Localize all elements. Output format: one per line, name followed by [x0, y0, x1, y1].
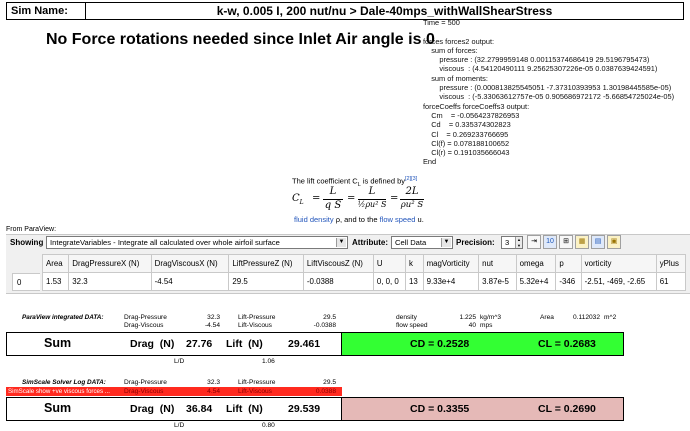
- column-header[interactable]: p: [556, 255, 581, 273]
- ss-drag-pressure-value: 32.3: [207, 379, 220, 386]
- table-cell[interactable]: -0.0388: [303, 273, 373, 291]
- ss-ld-label: L/D: [174, 422, 185, 429]
- toggle-fixed-notation-button[interactable]: ⇥: [527, 235, 541, 249]
- pv-lift-unit: (N): [248, 338, 263, 350]
- ss-drag-viscous-label: Drag-Viscous: [124, 388, 164, 395]
- column-header[interactable]: DragViscousX (N): [151, 255, 229, 273]
- table-cell[interactable]: 1.53: [43, 273, 69, 291]
- fluid-density-link[interactable]: fluid density: [294, 215, 334, 224]
- chevron-down-icon[interactable]: ▼: [441, 238, 451, 247]
- table-cell[interactable]: 5.32e+4: [516, 273, 556, 291]
- pv-drag-viscous-value: -4.54: [204, 322, 220, 329]
- density-unit: kg/m^3: [480, 314, 502, 321]
- pv-lift-viscous-label: Lift-Viscous: [238, 322, 272, 329]
- column-header[interactable]: Area: [43, 255, 69, 273]
- table-cell[interactable]: -346: [556, 273, 581, 291]
- showing-select[interactable]: [46, 236, 348, 249]
- area-label: Area: [540, 314, 554, 321]
- column-header[interactable]: magVorticity: [423, 255, 479, 273]
- pv-lift-pressure-value: 29.5: [323, 314, 336, 321]
- toggle-cell-connectivity-button[interactable]: ▦: [575, 235, 589, 249]
- table-cell[interactable]: 0, 0, 0: [373, 273, 405, 291]
- pv-ld-label: L/D: [174, 358, 185, 365]
- lift-intro-tail: is defined by: [360, 176, 405, 186]
- flow-speed-link[interactable]: flow speed: [379, 215, 416, 224]
- precision-label: Precision:: [456, 238, 495, 247]
- table-row[interactable]: [43, 273, 686, 291]
- column-header[interactable]: omega: [516, 255, 556, 273]
- table-cell[interactable]: 32.3: [69, 273, 151, 291]
- flow-speed-unit: mps: [480, 322, 493, 329]
- showing-select-value: IntegrateVariables - Integrate all calculated over whole airfoil surface: [50, 238, 280, 247]
- showing-label: Showing: [10, 238, 44, 247]
- area-unit: m^2: [604, 314, 617, 321]
- table-cell[interactable]: -4.54: [151, 273, 229, 291]
- lift-outro-tail: u.: [415, 215, 424, 224]
- ss-lift-unit: (N): [248, 403, 263, 415]
- column-header[interactable]: LiftPressureZ (N): [229, 255, 304, 273]
- ss-summary-title: SimScale Solver Log DATA:: [22, 379, 106, 386]
- formula-d3: ρu² S: [400, 200, 424, 210]
- precision-spinbox[interactable]: [501, 236, 523, 249]
- formula-lhs-symbol: C: [292, 193, 300, 204]
- pv-drag-viscous-label: Drag-Viscous: [124, 322, 164, 329]
- ss-cd-value: CD = 0.3355: [410, 403, 470, 415]
- chevron-down-icon[interactable]: ▼: [336, 238, 346, 247]
- sim-name-value: k-w, 0.005 I, 200 nut/nu > Dale-40mps_withWallShearStress: [86, 2, 684, 20]
- ss-ld-value: 0.80: [262, 422, 275, 429]
- row-index: 0: [12, 273, 40, 291]
- solver-log: Time = 500 forces forces2 output: sum of forces: pressure : (32.2799959148 0.00115374686419 29.5196795473) viscous : (4.54120490111 9.25625307226e-05 0.0387639424591) sum of moments: pressure : (0.000813825545051 -7.37310393953 1.30198445585e-05) viscous : (-5.33063612757e-05 0.905686972172 -5.66854725024e-05) forceCoeffs forceCoeffs3 output: Cm = -0.0564237826953 Cd = 0.335374302823 Cl = 0.269233766695 Cl(f) = 0.078188100652 Cl(r) = 0.191035666043 End: [423, 18, 675, 167]
- pv-drag-value: 27.76: [186, 338, 213, 350]
- flow-speed-value: 40: [468, 322, 476, 329]
- ss-lift-viscous-value: 0.0388: [315, 388, 336, 395]
- scientific-notation-button[interactable]: 10: [543, 235, 557, 249]
- from-paraview-label: From ParaView:: [6, 226, 57, 233]
- pv-lift-label: [226, 338, 263, 350]
- ss-drag-label-text: Drag: [130, 403, 154, 415]
- formula-n2: L: [368, 186, 376, 197]
- lift-coefficient-outro: [294, 215, 424, 224]
- sim-name-label: Sim Name:: [6, 2, 86, 20]
- pv-drag-label: [130, 338, 174, 350]
- column-header[interactable]: k: [406, 255, 424, 273]
- table-cell[interactable]: 13: [406, 273, 424, 291]
- ss-lift-viscous-label: Lift-Viscous: [238, 388, 272, 395]
- formula-n1: L: [329, 186, 337, 197]
- ss-lift-value: 29.539: [288, 403, 321, 415]
- pv-drag-pressure-label: Drag-Pressure: [124, 314, 167, 321]
- table-cell[interactable]: 61: [656, 273, 685, 291]
- lift-outro-mid: ρ, and to the: [333, 215, 380, 224]
- ss-drag-value: 36.84: [186, 403, 213, 415]
- formula-lhs: [292, 193, 304, 206]
- pv-ld-value: 1.06: [262, 358, 275, 365]
- table-cell[interactable]: 29.5: [229, 273, 304, 291]
- attribute-select[interactable]: [391, 236, 453, 249]
- column-header[interactable]: vorticity: [581, 255, 656, 273]
- attribute-label: Attribute:: [352, 238, 388, 247]
- ss-lift-label-text: Lift: [226, 403, 243, 415]
- column-header[interactable]: yPlus: [656, 255, 685, 273]
- table-cell[interactable]: 3.87e-5: [479, 273, 517, 291]
- lift-intro-text: The lift coefficient C: [292, 176, 358, 186]
- table-cell[interactable]: 9.33e+4: [423, 273, 479, 291]
- pv-summary-title: ParaView integrated DATA:: [22, 314, 104, 321]
- ss-drag-label: [130, 403, 174, 415]
- spinner-arrows-icon[interactable]: ▲ ▼: [515, 237, 522, 248]
- ss-drag-unit: (N): [159, 403, 175, 415]
- paraview-data-table: [42, 254, 686, 291]
- headline: No Force rotations needed since Inlet Air angle is 0: [46, 31, 435, 48]
- lift-intro-sub: L: [357, 182, 361, 188]
- formula-d2: ½ρu² S: [357, 200, 387, 209]
- pv-lift-value: 29.461: [288, 338, 321, 350]
- ss-cl-value: CL = 0.2690: [538, 403, 596, 415]
- density-value: 1.225: [459, 314, 476, 321]
- pv-lift-pressure-label: Lift-Pressure: [238, 314, 276, 321]
- column-header[interactable]: U: [373, 255, 405, 273]
- density-label: density: [396, 314, 417, 321]
- ss-lift-pressure-value: 29.5: [323, 379, 336, 386]
- pv-sum-label: Sum: [44, 336, 72, 350]
- pv-drag-label-text: Drag: [130, 338, 154, 350]
- formula-lhs-sub: L: [299, 199, 304, 206]
- pv-lift-viscous-value: -0.0388: [313, 322, 336, 329]
- table-cell[interactable]: -2.51, -469, -2.65: [581, 273, 656, 291]
- show-only-selected-button[interactable]: ▤: [591, 235, 605, 249]
- export-spreadsheet-button[interactable]: ▣: [607, 235, 621, 249]
- ss-drag-viscous-value: 4.54: [207, 388, 220, 395]
- ss-drag-pressure-label: Drag-Pressure: [124, 379, 167, 386]
- column-header[interactable]: LiftViscousZ (N): [303, 255, 373, 273]
- formula-d1: q S: [324, 200, 342, 211]
- toggle-column-visibility-button[interactable]: ⊞: [559, 235, 573, 249]
- formula-eq-2: =: [347, 193, 356, 204]
- pv-drag-pressure-value: 32.3: [207, 314, 220, 321]
- attribute-select-value: Cell Data: [395, 238, 427, 247]
- column-header[interactable]: nut: [479, 255, 517, 273]
- pv-drag-unit: (N): [159, 338, 175, 350]
- ss-lift-label: [226, 403, 263, 415]
- precision-value: 3: [505, 238, 510, 247]
- lift-references-link[interactable]: [2][3]: [405, 176, 418, 182]
- flow-speed-label: flow speed: [396, 322, 428, 329]
- table-header-row: [43, 255, 686, 273]
- pv-cd-value: CD = 0.2528: [410, 338, 470, 350]
- pv-lift-label-text: Lift: [226, 338, 243, 350]
- formula-n3: 2L: [405, 186, 419, 197]
- formula-eq-1: =: [312, 193, 321, 204]
- ss-red-note: SimScale show +ve viscous forces ...: [8, 388, 110, 395]
- column-header[interactable]: DragPressureX (N): [69, 255, 151, 273]
- formula-eq-3: =: [390, 193, 399, 204]
- area-value: 0.112032: [572, 314, 600, 321]
- pv-cl-value: CL = 0.2683: [538, 338, 596, 350]
- ss-lift-pressure-label: Lift-Pressure: [238, 379, 276, 386]
- lift-formula: [274, 186, 424, 212]
- ss-sum-label: Sum: [44, 401, 72, 415]
